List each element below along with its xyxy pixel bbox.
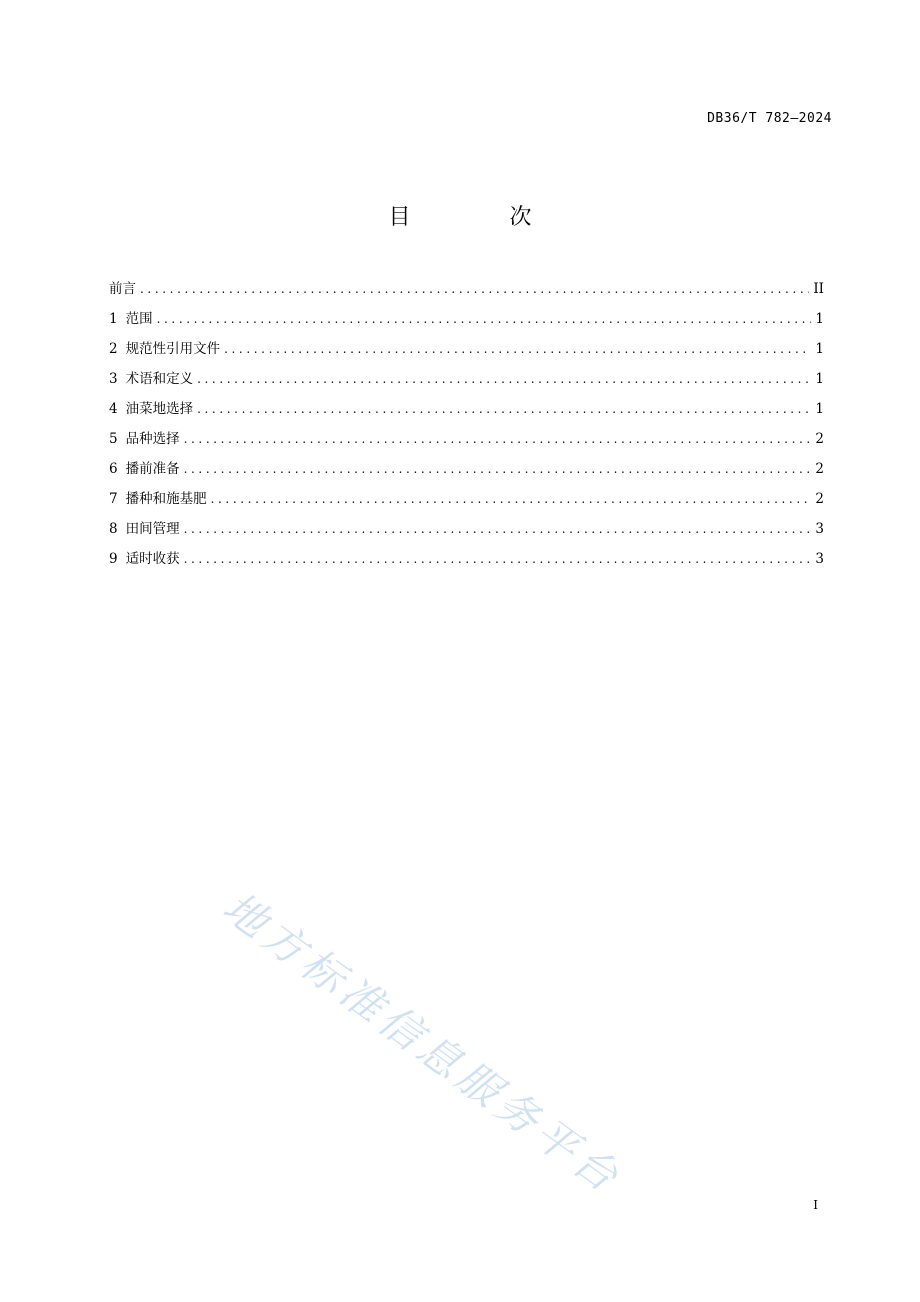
toc-leader-dots [211,488,812,510]
toc-entry-pre-sowing[interactable] [109,458,824,488]
toc-entry-number: 8 [109,521,118,537]
toc-leader-dots [197,368,811,390]
toc-entry-field-selection[interactable] [109,398,824,428]
toc-entry-number: 7 [109,491,118,507]
toc-leader-dots [197,398,811,420]
toc-leader-dots [224,338,811,360]
toc-entry-page: 1 [815,371,824,387]
toc-entry-page: 3 [815,551,824,567]
toc-entry-page: 2 [815,461,824,477]
toc-leader-dots [184,548,812,570]
toc-entry-label: 适时收获 [125,551,180,567]
toc-entry-page: 3 [815,521,824,537]
page-number: I [813,1198,818,1212]
toc-entry-label: 油菜地选择 [125,401,194,417]
toc-entry-label: 范围 [125,311,153,327]
toc-entry-sowing-fertilizing[interactable] [109,488,824,518]
toc-entry-label: 规范性引用文件 [125,341,221,357]
toc-leader-dots [184,428,812,450]
toc-entry-number: 2 [109,341,118,357]
toc-entry-page: II [813,281,824,297]
toc-entry-variety-selection[interactable] [109,428,824,458]
toc-entry-page: 1 [815,341,824,357]
toc-entry-number: 9 [109,551,118,567]
toc-entry-field-management[interactable] [109,518,824,548]
toc-leader-dots [184,458,812,480]
toc-leader-dots [140,278,809,300]
toc-entry-label: 品种选择 [125,431,180,447]
toc-entry-harvest[interactable] [109,548,824,578]
toc-leader-dots [157,308,812,330]
toc-entry-number: 5 [109,431,118,447]
toc-entry-normative-references[interactable] [109,338,824,368]
toc-title: 目 次 [388,205,578,230]
toc-entry-number: 1 [109,311,118,327]
toc-leader-dots [184,518,812,540]
toc-entry-page: 2 [815,431,824,447]
toc-entry-label: 播种和施基肥 [125,491,207,507]
toc-entry-number: 4 [109,401,118,417]
toc-entry-page: 2 [815,491,824,507]
toc-entry-page: 1 [815,311,824,327]
toc-entry-number: 6 [109,461,118,477]
toc-entry-number: 3 [109,371,118,387]
watermark: 地方标准信息服务平台 [214,882,632,1204]
toc-entry-page: 1 [815,401,824,417]
toc-entry-label: 田间管理 [125,521,180,537]
toc-entry-foreword[interactable] [109,278,824,308]
toc-entry-scope[interactable] [109,308,824,338]
toc-entry-label: 术语和定义 [125,371,194,387]
toc-entry-terms-definitions[interactable] [109,368,824,398]
toc-entry-label: 播前准备 [125,461,180,477]
toc-list [109,278,824,578]
toc-entry-label: 前言 [109,281,136,297]
document-code: DB36/T 782—2024 [707,111,832,126]
